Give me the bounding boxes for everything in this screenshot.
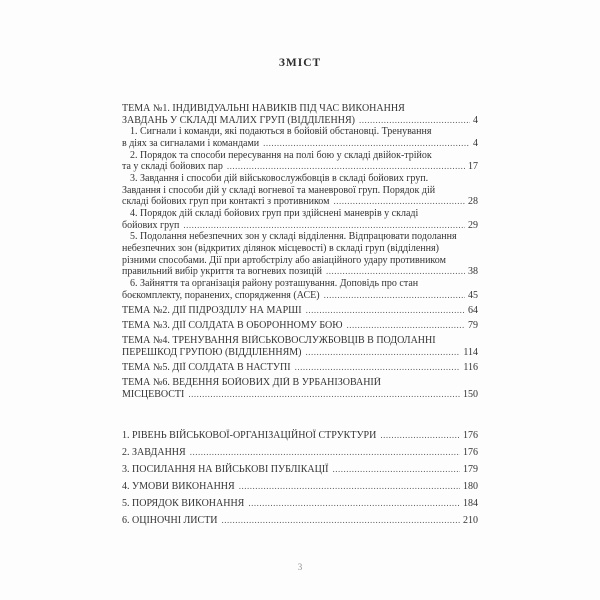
toc-line xyxy=(122,335,478,347)
toc-entry-text: МІСЦЕВОСТІ xyxy=(122,388,185,400)
toc-page-ref: 114 xyxy=(463,346,478,358)
toc-line xyxy=(122,208,478,220)
dot-leader xyxy=(347,320,465,332)
toc-entry-text: 5. ПОРЯДОК ВИКОНАННЯ xyxy=(122,498,245,510)
toc-entry xyxy=(122,377,478,400)
toc-line xyxy=(122,150,478,162)
toc-line xyxy=(122,512,478,529)
toc-line xyxy=(122,478,478,495)
toc-line xyxy=(122,103,478,115)
toc-line xyxy=(122,278,478,290)
toc-line xyxy=(122,377,478,389)
toc-entry xyxy=(122,512,478,529)
toc-entry xyxy=(122,427,478,444)
dot-leader xyxy=(332,461,460,477)
toc-entry-text: ТЕМА №5. ДІЇ СОЛДАТА В НАСТУПІ xyxy=(122,361,291,373)
toc-page-ref: 116 xyxy=(463,361,478,373)
toc-entry xyxy=(122,495,478,512)
toc-entry-text: 4. Порядок дій складі бойових груп при здійснені маневрів у складі xyxy=(130,207,419,219)
toc-page-ref: 38 xyxy=(468,266,478,278)
toc-entry xyxy=(122,208,478,231)
dot-leader xyxy=(306,305,465,317)
page-title: ЗМІСТ xyxy=(278,57,322,69)
toc-entry xyxy=(122,173,478,208)
toc-entry xyxy=(122,150,478,173)
toc-entry-text: бойових груп xyxy=(122,219,180,231)
dot-leader xyxy=(248,495,460,511)
toc-line xyxy=(122,444,478,461)
dot-leader xyxy=(190,444,460,460)
dot-leader xyxy=(183,220,465,232)
toc-line xyxy=(122,173,478,185)
toc-entry-text: 2. Порядок та способи пересування на полі бою у складі двійок-трійок xyxy=(130,149,432,161)
dot-leader xyxy=(324,290,465,302)
page-number: 3 xyxy=(297,562,303,572)
toc-entry-text: 5. Подолання небезпечних зон у складі відділення. Відпрацювати подолання xyxy=(130,231,457,243)
toc-entry-text: 6. Зайняття та організація району розташування. Доповідь про стан xyxy=(130,277,419,289)
toc-entry-text: 6. ОЦІНОЧНІ ЛИСТИ xyxy=(122,515,218,527)
toc-page-ref: 150 xyxy=(463,388,478,400)
toc-entry-text: Завдання і способи дій у складі вогневої та маневрової груп. Порядок дій xyxy=(122,184,436,196)
toc-entry xyxy=(122,335,478,358)
toc-entry-text: в діях за сигналами і командами xyxy=(122,137,260,149)
toc-entry-text: та у складі бойових пар xyxy=(122,161,223,173)
toc-entry xyxy=(122,320,478,332)
toc-entry xyxy=(122,444,478,461)
toc-entry-text: ТЕМА №4. ТРЕНУВАННЯ ВІЙСЬКОВОСЛУЖБОВЦІВ В ПОДОЛАННІ xyxy=(122,334,436,346)
toc-entry xyxy=(122,278,478,301)
toc-page-ref: 180 xyxy=(463,481,478,493)
dot-leader xyxy=(359,115,470,127)
dot-leader xyxy=(295,362,461,374)
toc-entry-text: складі бойових груп при контакті з противником xyxy=(122,196,330,208)
toc-entry-text: боєкомплекту, поранених, спорядження (АСЕ) xyxy=(122,289,320,301)
toc-entry-text: ТЕМА №3. ДІЇ СОЛДАТА В ОБОРОННОМУ БОЮ xyxy=(122,319,343,331)
dot-leader xyxy=(227,161,465,173)
toc-line xyxy=(122,220,478,232)
toc-entry-text: 1. РІВЕНЬ ВІЙСЬКОВОЇ-ОРГАНІЗАЦІЙНОЇ СТРУКТУРИ xyxy=(122,430,377,442)
toc-page-ref: 17 xyxy=(468,161,478,173)
toc-entry xyxy=(122,478,478,495)
dot-leader xyxy=(380,427,460,443)
toc-page-ref: 176 xyxy=(463,430,478,442)
toc-entry-text: ТЕМА №2. ДІЇ ПІДРОЗДІЛУ НА МАРШІ xyxy=(122,304,302,316)
toc-line xyxy=(122,495,478,512)
toc-entry xyxy=(122,362,478,374)
toc-entry-text: ТЕМА №6. ВЕДЕННЯ БОЙОВИХ ДІЙ В УРБАНІЗОВАНІЙ xyxy=(122,376,381,388)
toc-entry-text: 4. УМОВИ ВИКОНАННЯ xyxy=(122,481,235,493)
toc-line xyxy=(122,389,478,401)
toc-line xyxy=(122,266,478,278)
toc-line xyxy=(122,320,478,332)
toc-entry-text: небезпечних зон (відкритих ділянок місцевості) в складі груп (відділення) xyxy=(122,242,439,254)
toc-entry-text: 1. Сигнали і команди, які подаються в бойовій обстановці. Тренування xyxy=(130,126,432,138)
toc-line xyxy=(122,255,478,267)
toc-line xyxy=(122,461,478,478)
dot-leader xyxy=(188,389,460,401)
dot-leader xyxy=(305,347,460,359)
toc-entry xyxy=(122,231,478,278)
toc-entry xyxy=(122,103,478,126)
dot-leader xyxy=(239,478,460,494)
toc-entry-text: 3. ПОСИЛАННЯ НА ВІЙСЬКОВІ ПУБЛІКАЦІЇ xyxy=(122,464,329,476)
toc-page-ref: 4 xyxy=(473,137,478,149)
toc-page-ref: 79 xyxy=(468,319,478,331)
toc-entry-text: ПЕРЕШКОД ГРУПОЮ (ВІДДІЛЕННЯМ) xyxy=(122,346,302,358)
toc-entry-text: ЗАВДАНЬ У СКЛАДІ МАЛИХ ГРУП (ВІДДІЛЕННЯ) xyxy=(122,114,355,126)
toc-line xyxy=(122,185,478,197)
toc-line xyxy=(122,427,478,444)
toc-page-ref: 184 xyxy=(463,498,478,510)
toc-entry xyxy=(122,461,478,478)
toc-line xyxy=(122,161,478,173)
dot-leader xyxy=(222,512,460,528)
toc-line xyxy=(122,362,478,374)
toc-page-ref: 176 xyxy=(463,447,478,459)
toc-entry xyxy=(122,126,478,149)
dot-leader xyxy=(326,266,465,278)
toc-page-ref: 179 xyxy=(463,464,478,476)
toc-page-ref: 4 xyxy=(473,114,478,126)
toc-entry-text: 3. Завдання і способи дій військовослужбовців в складі бойових груп. xyxy=(130,172,429,184)
toc-line xyxy=(122,305,478,317)
toc-line xyxy=(122,243,478,255)
toc-line xyxy=(122,231,478,243)
toc-entry-text: ТЕМА №1. ІНДИВІДУАЛЬНІ НАВИКІВ ПІД ЧАС ВИКОНАННЯ xyxy=(122,103,405,114)
toc-entry-text: різними способами. Дії при артобстрілу або авіаційного удару противником xyxy=(122,254,446,266)
toc-bottom-list xyxy=(122,427,478,529)
toc-entry-text: 2. ЗАВДАННЯ xyxy=(122,447,186,459)
dot-leader xyxy=(263,138,470,150)
toc-line xyxy=(122,126,478,138)
toc-line xyxy=(122,347,478,359)
toc-page-ref: 29 xyxy=(468,219,478,231)
dot-leader xyxy=(333,196,465,208)
toc-entry-text: правильний вибір укриття та вогневих позицій xyxy=(122,266,323,278)
toc-page-ref: 64 xyxy=(468,304,478,316)
toc-page-ref: 210 xyxy=(463,515,478,527)
toc-page-ref: 28 xyxy=(468,196,478,208)
toc-line xyxy=(122,138,478,150)
toc-line xyxy=(122,115,478,127)
toc-page-ref: 45 xyxy=(468,289,478,301)
toc-main-list xyxy=(122,103,478,400)
toc-entry xyxy=(122,305,478,317)
toc-line xyxy=(122,196,478,208)
toc-line xyxy=(122,290,478,302)
